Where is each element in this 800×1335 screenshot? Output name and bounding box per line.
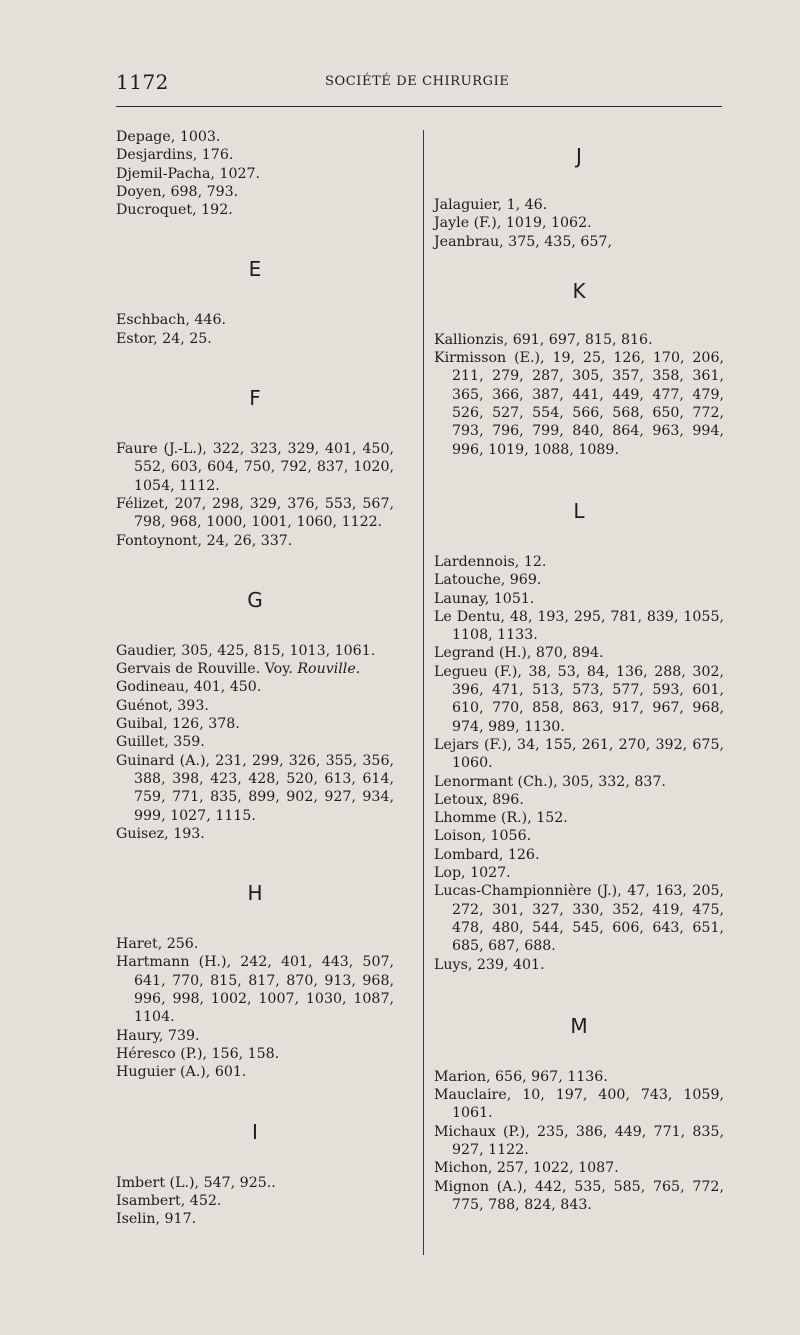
header-rule <box>116 106 722 107</box>
entry-name: Huguier (A.) <box>116 1064 206 1081</box>
index-entry: Luys, 239, 401. <box>434 956 545 973</box>
index-entry: Latouche, 969. <box>434 572 542 589</box>
index-entry: Huguier (A.), 601. <box>116 1064 247 1081</box>
index-entry: Godineau, 401, 450. <box>116 679 262 696</box>
index-entry: Isambert, 452. <box>116 1192 222 1209</box>
index-entry: Félizet, 207, 298, 329, 376, 553, 567, 798, 968, 1000, 1001, 1060, 1122. <box>116 495 394 531</box>
section-h <box>116 935 394 1081</box>
section-l <box>434 553 724 974</box>
entry-pages: 1019, 1062. <box>505 215 592 232</box>
entry-name: Lhomme (R.) <box>434 810 528 827</box>
index-entry: Guillet, 359. <box>116 734 205 751</box>
entry-pages: 452. <box>189 1192 222 1209</box>
index-entry: Kallionzis, 691, 697, 815, 816. <box>434 331 653 348</box>
letter-heading-h: H <box>247 881 263 906</box>
entry-name: Lombard <box>434 846 499 863</box>
entry-name: Latouche <box>434 572 501 589</box>
letter-heading-k: K <box>572 278 586 303</box>
index-entry: Haret, 256. <box>116 936 199 953</box>
section-f <box>116 440 394 550</box>
letter-heading-e: E <box>248 257 262 282</box>
entry-pages: 235, 386, 449, 771, 835, 927, 1122. <box>452 1123 724 1158</box>
entry-name: Iselin <box>116 1211 156 1228</box>
entry-pages: 698, 793. <box>170 183 239 200</box>
entry-pages: 601. <box>214 1064 247 1081</box>
letter-heading-l: L <box>573 498 585 523</box>
index-entry: Mauclaire, 10, 197, 400, 743, 1059, 1061. <box>434 1087 724 1122</box>
entry-pages: 207, 298, 329, 376, 553, 567, 798, 968, 1000, 1001, 1060, 1122. <box>134 495 394 531</box>
entry-pages: 126, 378. <box>172 716 240 733</box>
page-number: 1172 <box>116 70 169 94</box>
index-entry: Guibal, 126, 378. <box>116 716 240 733</box>
entry-name: Loison <box>434 828 482 845</box>
letter-heading-g: G <box>247 587 263 612</box>
entry-pages: 393. <box>177 697 209 714</box>
index-entry: Gaudier, 305, 425, 815, 1013, 1061. <box>116 642 376 659</box>
entry-name: Guénot <box>116 697 169 714</box>
entry-pages: 305, 332, 837. <box>562 773 666 790</box>
entry-pages: 739. <box>167 1027 200 1044</box>
right-column <box>434 128 724 1214</box>
entry-name: Gaudier <box>116 642 173 659</box>
index-entry: Ducroquet, 192. <box>116 202 233 219</box>
entry-pages: 1003. <box>179 129 221 145</box>
index-entry: Jalaguier, 1, 46. <box>434 197 548 213</box>
entry-name: Ducroquet <box>116 202 193 219</box>
entry-pages: 1, 46. <box>506 197 548 213</box>
entry-name: Kallionzis <box>434 331 504 348</box>
index-entry: Le Dentu, 48, 193, 295, 781, 839, 1055, 1108, 1133. <box>434 608 724 644</box>
column-divider <box>423 130 424 1255</box>
index-entry: Marion, 656, 967, 1136. <box>434 1068 608 1085</box>
entry-pages: 375, 435, 657, <box>508 233 612 250</box>
section-i <box>116 1174 394 1229</box>
entry-name: Estor <box>116 330 154 347</box>
index-entry: Lejars (F.), 34, 155, 261, 270, 392, 675, 1060. <box>434 736 724 772</box>
index-entry: Imbert (L.), 547, 925.. <box>116 1174 276 1191</box>
index-entry: Estor, 24, 25. <box>116 330 212 347</box>
entry-pages: 38, 53, 84, 136, 288, 302, 396, 471, 513, 573, 577, 593, 601, 610, 770, 858, 863, 917, 967, 968, 974, 989, 1130. <box>452 663 724 735</box>
entry-name: Lop <box>434 865 462 882</box>
index-entry: Jayle (F.), 1019, 1062. <box>434 215 592 232</box>
index-entry: Guinard (A.), 231, 299, 326, 355, 356, 388, 398, 423, 428, 520, 613, 614, 759, 771, 835, 899, 902, 927, 934, 999, 1027, 1115. <box>116 752 394 824</box>
index-entry: Lenormant (Ch.), 305, 332, 837. <box>434 773 666 790</box>
entry-name: Imbert (L.) <box>116 1174 195 1191</box>
section-j <box>434 196 724 251</box>
entry-pages: 322, 323, 329, 401, 450, 552, 603, 604, 750, 792, 837, 1020, 1054, 1112. <box>134 441 394 494</box>
entry-pages: 24, 26, 337. <box>206 532 293 549</box>
index-entry: Loison, 1056. <box>434 828 532 845</box>
entry-pages: 1056. <box>490 828 532 845</box>
index-entry: Héresco (P.), 156, 158. <box>116 1045 280 1062</box>
index-entry: Jeanbrau, 375, 435, 657, <box>434 233 612 250</box>
index-entry: Desjardins, 176. <box>116 147 234 164</box>
index-entry: Lhomme (R.), 152. <box>434 810 568 827</box>
entry-pages: 401, 450. <box>193 679 262 696</box>
entry-pages: 192. <box>201 202 233 219</box>
index-entry: Launay, 1051. <box>434 590 535 607</box>
letter-heading-i: I <box>252 1119 258 1144</box>
index-entry: Guénot, 393. <box>116 697 209 714</box>
index-entry: Lombard, 126. <box>434 846 540 863</box>
entry-pages: 917. <box>164 1211 197 1228</box>
entry-name: Guillet <box>116 734 165 751</box>
entry-name: Fontoynont <box>116 532 198 549</box>
entry-pages: 1027. <box>219 165 261 182</box>
index-entry: Faure (J.-L.), 322, 323, 329, 401, 450, 552, 603, 604, 750, 792, 837, 1020, 1054, 1112. <box>116 441 394 494</box>
entry-pages: 48, 193, 295, 781, 839, 1055, 1108, 1133. <box>452 608 724 644</box>
index-entry: Haury, 739. <box>116 1027 200 1044</box>
entry-pages: 359. <box>173 734 205 751</box>
entry-name: Lenormant (Ch.) <box>434 773 554 790</box>
index-entry: Djemil-Pacha, 1027. <box>116 165 261 182</box>
entry-name: Guinard (A.) <box>116 752 206 769</box>
index-entry: Guisez, 193. <box>116 825 205 842</box>
index-entry: Lop, 1027. <box>434 865 511 882</box>
index-entry: Mignon (A.), 442, 535, 585, 765, 772, 775, 788, 824, 843. <box>434 1178 724 1213</box>
entry-pages: 446. <box>194 312 226 329</box>
entry-pages: 176. <box>201 147 234 164</box>
entry-name: Mignon (A.) <box>434 1178 523 1195</box>
entry-name: Isambert <box>116 1192 181 1209</box>
section-d <box>116 128 394 219</box>
index-entry <box>116 660 394 678</box>
entry-name: Michon <box>434 1160 488 1177</box>
entry-pages: 1051. <box>493 590 535 607</box>
running-title: SOCIÉTÉ DE CHIRURGIE <box>325 74 510 89</box>
entry-pages: 442, 535, 585, 765, 772, 775, 788, 824, 843. <box>452 1178 724 1213</box>
entry-name: Marion <box>434 1068 486 1085</box>
section-m <box>434 1068 724 1214</box>
entry-name: Depage <box>116 129 171 145</box>
entry-name: Legueu (F.) <box>434 663 518 680</box>
entry-name: Lardennois <box>434 553 515 570</box>
entry-name: Guibal <box>116 716 164 733</box>
entry-name: Desjardins <box>116 147 193 164</box>
entry-name: Godineau <box>116 679 185 696</box>
entry-pages: Rouville. <box>297 661 361 678</box>
index-entry: Hartmann (H.), 242, 401, 443, 507, 641, 770, 815, 817, 870, 913, 968, 996, 998, 1002, 1007, 1030, 1087, 1104. <box>116 954 395 1026</box>
entry-name: Haret <box>116 936 158 953</box>
section-g <box>116 642 394 843</box>
entry-pages: 193. <box>173 825 205 842</box>
entry-pages: 152. <box>536 810 568 827</box>
entry-name: Hartmann (H.) <box>116 954 227 971</box>
entry-pages: 870, 894. <box>535 645 604 662</box>
entry-pages: 34, 155, 261, 270, 392, 675, 1060. <box>452 736 724 772</box>
entry-name: Jeanbrau <box>434 233 500 250</box>
entry-name: Michaux (P.) <box>434 1123 526 1140</box>
entry-pages: 126. <box>507 846 540 863</box>
entry-name: Kirmisson (E.) <box>434 350 540 367</box>
left-column <box>116 128 394 1228</box>
index-entry: Legrand (H.), 870, 894. <box>434 645 604 662</box>
entry-pages: 19, 25, 126, 170, 206, 211, 279, 287, 305, 357, 358, 361, 365, 366, 387, 441, 449, 477, 479, 526, 527, 554, 566, 568, 650, 772, 793, 796, 799, 840, 864, 963, 994, 996, 1019, 1088, 1089. <box>452 350 724 458</box>
entry-name: Guisez <box>116 825 165 842</box>
entry-pages: 691, 697, 815, 816. <box>512 331 653 348</box>
section-e <box>116 311 394 348</box>
index-entry: Lucas-Championnière (J.), 47, 163, 205, 272, 301, 327, 330, 352, 419, 475, 478, 480, 544, 545, 606, 643, 651, 685, 687, 688. <box>434 883 724 955</box>
entry-pages: 242, 401, 443, 507, 641, 770, 815, 817, 870, 913, 968, 996, 998, 1002, 1007, 1030, 1087, 1104. <box>134 954 395 1026</box>
letter-heading-f: F <box>249 386 261 411</box>
entry-name: Gervais de Rouville. Voy. <box>116 661 293 678</box>
entry-name: Faure (J.-L.) <box>116 441 203 458</box>
entry-pages: 256. <box>166 936 199 953</box>
entry-pages: 547, 925.. <box>203 1174 276 1191</box>
entry-name: Lucas-Championnière (J.) <box>434 883 618 900</box>
entry-pages: 239, 401. <box>476 956 545 973</box>
letter-heading-j: J <box>576 144 582 168</box>
section-k <box>434 331 724 459</box>
entry-name: Luys <box>434 956 468 973</box>
index-entry: Depage, 1003. <box>116 129 221 145</box>
index-entry: Fontoynont, 24, 26, 337. <box>116 532 293 549</box>
entry-name: Eschbach <box>116 312 186 329</box>
index-entry: Michon, 257, 1022, 1087. <box>434 1160 619 1177</box>
index-entry: Doyen, 698, 793. <box>116 183 239 200</box>
entry-pages: 12. <box>523 553 547 570</box>
entry-pages: 896. <box>492 791 524 808</box>
entry-name: Legrand (H.) <box>434 645 527 662</box>
entry-name: Jalaguier <box>434 197 498 213</box>
entry-pages: 656, 967, 1136. <box>495 1068 608 1085</box>
index-entry: Letoux, 896. <box>434 791 524 808</box>
entry-pages: 24, 25. <box>162 330 212 347</box>
letter-heading-m: M <box>570 1013 588 1038</box>
entry-name: Letoux <box>434 791 484 808</box>
entry-name: Héresco (P.) <box>116 1045 203 1062</box>
entry-name: Le Dentu <box>434 608 501 625</box>
entry-name: Félizet <box>116 495 165 512</box>
entry-pages: 257, 1022, 1087. <box>496 1160 619 1177</box>
entry-pages: 305, 425, 815, 1013, 1061. <box>181 642 376 659</box>
entry-pages: 10, 197, 400, 743, 1059, 1061. <box>452 1087 724 1122</box>
index-entry: Eschbach, 446. <box>116 312 226 329</box>
entry-pages: 1027. <box>470 865 511 882</box>
entry-name: Jayle (F.) <box>434 215 497 232</box>
index-entry: Iselin, 917. <box>116 1211 197 1228</box>
entry-name: Lejars (F.) <box>434 736 508 753</box>
index-entry: Michaux (P.), 235, 386, 449, 771, 835, 927, 1122. <box>434 1123 724 1158</box>
entry-pages: 969. <box>509 572 542 589</box>
index-entry: Lardennois, 12. <box>434 553 547 570</box>
entry-name: Mauclaire <box>434 1087 507 1104</box>
entry-name: Launay <box>434 590 485 607</box>
entry-pages: 47, 163, 205, 272, 301, 327, 330, 352, 419, 475, 478, 480, 544, 545, 606, 643, 651, 685, 687, 688. <box>452 883 724 955</box>
entry-name: Haury <box>116 1027 159 1044</box>
entry-name: Doyen <box>116 183 162 200</box>
entry-pages: 231, 299, 326, 355, 356, 388, 398, 423, 428, 520, 613, 614, 759, 771, 835, 899, 902, 927, 934, 999, 1027, 1115. <box>134 752 394 824</box>
index-entry: Kirmisson (E.), 19, 25, 126, 170, 206, 211, 279, 287, 305, 357, 358, 361, 365, 366, 387, 441, 449, 477, 479, 526, 527, 554, 566, 568, 650, 772, 793, 796, 799, 840, 864, 963, 994, 996, 1019, 1088, 1089. <box>434 350 724 458</box>
index-entry: Legueu (F.), 38, 53, 84, 136, 288, 302, 396, 471, 513, 573, 577, 593, 601, 610, 770, 858, 863, 917, 967, 968, 974, 989, 1130. <box>434 663 724 735</box>
entry-name: Djemil-Pacha <box>116 165 211 182</box>
entry-pages: 156, 158. <box>211 1045 280 1062</box>
